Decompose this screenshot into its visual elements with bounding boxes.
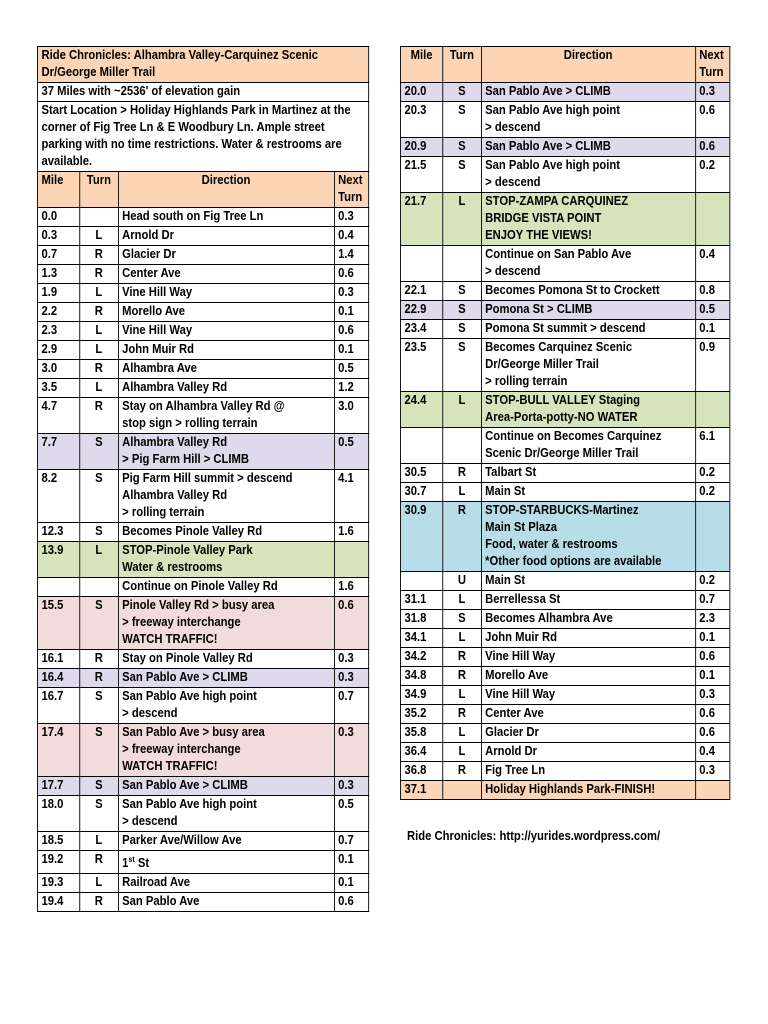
cue-row <box>400 301 729 320</box>
cue-next-turn: 4.1 <box>334 470 369 523</box>
cue-mile: 15.5 <box>37 597 79 650</box>
cue-mile: 20.0 <box>400 83 442 102</box>
cue-direction: Becomes Pomona St to Crockett <box>481 282 695 301</box>
cue-mile: 34.2 <box>400 648 442 667</box>
cue-next-turn: 1.6 <box>334 523 369 542</box>
cue-row <box>400 705 729 724</box>
cue-next-turn <box>695 502 730 572</box>
cue-direction: Arnold Dr <box>481 743 695 762</box>
cue-row <box>400 339 729 392</box>
cue-turn: R <box>80 246 118 265</box>
cue-next-turn: 0.4 <box>695 743 730 762</box>
cue-turn: S <box>443 320 481 339</box>
cue-next-turn: 0.7 <box>334 688 369 724</box>
cue-row <box>400 83 729 102</box>
cue-direction: Parker Ave/Willow Ave <box>118 832 334 851</box>
cue-next-turn: 0.1 <box>695 629 730 648</box>
cue-mile: 13.9 <box>37 542 79 578</box>
cue-row <box>37 796 368 832</box>
cue-mile: 30.5 <box>400 464 442 483</box>
cue-mile: 36.8 <box>400 762 442 781</box>
cue-turn: L <box>443 591 481 610</box>
cue-mile: 19.3 <box>37 874 79 893</box>
cue-direction: Head south on Fig Tree Ln <box>118 208 334 227</box>
ride-title: Ride Chronicles: Alhambra Valley-Carquinez Scenic Dr/George Miller Trail <box>37 47 368 83</box>
cue-turn: L <box>443 724 481 743</box>
cue-turn: S <box>80 777 118 796</box>
cue-direction: San Pablo Ave high point > descend <box>118 796 334 832</box>
cue-direction: Stay on Pinole Valley Rd <box>118 650 334 669</box>
cue-row <box>400 428 729 464</box>
cue-mile: 35.8 <box>400 724 442 743</box>
cue-turn: L <box>80 379 118 398</box>
header-direction: Direction <box>118 172 334 208</box>
cue-direction: Vine Hill Way <box>118 284 334 303</box>
cue-mile: 23.5 <box>400 339 442 392</box>
cue-mile: 22.9 <box>400 301 442 320</box>
header-turn: Turn <box>80 172 118 208</box>
cue-direction: San Pablo Ave > CLIMB <box>118 669 334 688</box>
cue-mile: 17.7 <box>37 777 79 796</box>
cue-direction: Alhambra Valley Rd <box>118 379 334 398</box>
cue-mile: 19.2 <box>37 851 79 874</box>
cue-direction: STOP-BULL VALLEY Staging Area-Porta-potty-NO WATER <box>481 392 695 428</box>
cue-row <box>37 874 368 893</box>
cue-turn: L <box>443 483 481 502</box>
cue-turn <box>80 578 118 597</box>
cue-direction: 1st St <box>118 851 334 874</box>
cue-direction: Holiday Highlands Park-FINISH! <box>481 781 695 800</box>
cue-direction: San Pablo Ave <box>118 893 334 912</box>
cue-mile: 20.3 <box>400 102 442 138</box>
cue-next-turn: 0.1 <box>334 874 369 893</box>
cue-turn <box>443 781 481 800</box>
cue-turn: R <box>80 360 118 379</box>
cue-mile: 23.4 <box>400 320 442 339</box>
cue-turn: S <box>80 597 118 650</box>
cue-next-turn: 0.6 <box>334 893 369 912</box>
cue-mile: 18.5 <box>37 832 79 851</box>
cue-direction: Stay on Alhambra Valley Rd @ stop sign > rolling terrain <box>118 398 334 434</box>
header-direction: Direction <box>481 47 695 83</box>
cue-direction: San Pablo Ave high point > descend <box>118 688 334 724</box>
cue-mile: 3.5 <box>37 379 79 398</box>
cue-mile: 4.7 <box>37 398 79 434</box>
cue-turn: S <box>443 282 481 301</box>
cue-next-turn: 0.5 <box>334 360 369 379</box>
cue-next-turn: 1.2 <box>334 379 369 398</box>
cue-next-turn: 0.3 <box>695 686 730 705</box>
cue-direction: John Muir Rd <box>118 341 334 360</box>
cue-mile: 2.3 <box>37 322 79 341</box>
cue-next-turn: 0.2 <box>695 572 730 591</box>
cue-mile: 34.8 <box>400 667 442 686</box>
cue-row <box>400 282 729 301</box>
cue-turn: R <box>80 650 118 669</box>
cue-turn: S <box>80 523 118 542</box>
cue-mile: 24.4 <box>400 392 442 428</box>
cue-turn: R <box>443 464 481 483</box>
cue-row <box>400 743 729 762</box>
cue-row <box>37 398 368 434</box>
cue-row <box>37 322 368 341</box>
cue-mile: 0.7 <box>37 246 79 265</box>
cue-direction: San Pablo Ave > CLIMB <box>481 83 695 102</box>
cue-row <box>37 265 368 284</box>
cue-turn: L <box>80 341 118 360</box>
cue-mile <box>400 572 442 591</box>
cue-next-turn: 0.1 <box>695 320 730 339</box>
cue-direction: Pomona St > CLIMB <box>481 301 695 320</box>
cue-row <box>400 502 729 572</box>
cue-turn: R <box>443 705 481 724</box>
cue-next-turn: 0.7 <box>334 832 369 851</box>
cue-row <box>400 667 729 686</box>
cue-next-turn: 0.1 <box>695 667 730 686</box>
cue-row <box>400 483 729 502</box>
cue-direction: Main St <box>481 483 695 502</box>
cue-next-turn: 0.7 <box>695 591 730 610</box>
cue-turn: L <box>80 227 118 246</box>
cue-row <box>400 572 729 591</box>
cue-next-turn: 0.6 <box>695 648 730 667</box>
cue-direction: Becomes Carquinez Scenic Dr/George Miller Trail > rolling terrain <box>481 339 695 392</box>
cue-next-turn: 3.0 <box>334 398 369 434</box>
cue-row <box>400 648 729 667</box>
cue-turn: U <box>443 572 481 591</box>
cue-next-turn <box>334 542 369 578</box>
cue-direction: San Pablo Ave > busy area > freeway interchange WATCH TRAFFIC! <box>118 724 334 777</box>
cue-direction: Center Ave <box>118 265 334 284</box>
cue-next-turn: 0.6 <box>695 705 730 724</box>
header-mile: Mile <box>37 172 79 208</box>
cue-direction: Morello Ave <box>118 303 334 322</box>
cue-direction: Pinole Valley Rd > busy area > freeway interchange WATCH TRAFFIC! <box>118 597 334 650</box>
cue-mile: 16.1 <box>37 650 79 669</box>
cue-direction: Continue on Becomes Carquinez Scenic Dr/George Miller Trail <box>481 428 695 464</box>
cue-next-turn: 0.6 <box>334 322 369 341</box>
cue-turn: L <box>80 832 118 851</box>
cue-mile: 19.4 <box>37 893 79 912</box>
cue-next-turn: 0.3 <box>334 724 369 777</box>
cue-row <box>37 227 368 246</box>
cue-next-turn: 1.4 <box>334 246 369 265</box>
cue-next-turn: 0.2 <box>695 157 730 193</box>
cue-next-turn: 0.5 <box>695 301 730 320</box>
left-header-row <box>37 172 368 208</box>
cue-row <box>37 470 368 523</box>
cue-turn: L <box>443 629 481 648</box>
cue-row <box>400 781 729 800</box>
cue-row <box>37 246 368 265</box>
cue-row <box>400 157 729 193</box>
header-turn: Turn <box>443 47 481 83</box>
cue-row <box>400 392 729 428</box>
cue-mile: 3.0 <box>37 360 79 379</box>
cue-turn: S <box>80 434 118 470</box>
cue-turn <box>80 208 118 227</box>
cue-turn: L <box>80 322 118 341</box>
cue-mile: 30.9 <box>400 502 442 572</box>
cue-turn: R <box>80 669 118 688</box>
distance-elevation: 37 Miles with ~2536' of elevation gain <box>37 83 368 102</box>
cue-direction: Railroad Ave <box>118 874 334 893</box>
cue-next-turn: 0.3 <box>334 284 369 303</box>
cue-next-turn: 0.6 <box>695 138 730 157</box>
cue-mile: 1.3 <box>37 265 79 284</box>
cue-next-turn: 0.8 <box>695 282 730 301</box>
cue-next-turn: 0.3 <box>695 762 730 781</box>
cue-mile: 34.1 <box>400 629 442 648</box>
cue-direction: Alhambra Valley Rd > Pig Farm Hill > CLIMB <box>118 434 334 470</box>
cue-row <box>37 434 368 470</box>
cue-row <box>400 591 729 610</box>
cue-next-turn: 0.2 <box>695 464 730 483</box>
cue-turn: L <box>443 193 481 246</box>
cue-turn: R <box>443 648 481 667</box>
cue-turn: S <box>443 301 481 320</box>
cue-mile: 1.9 <box>37 284 79 303</box>
cue-row <box>37 284 368 303</box>
cue-row <box>37 851 368 874</box>
cue-direction: Becomes Alhambra Ave <box>481 610 695 629</box>
cue-direction: John Muir Rd <box>481 629 695 648</box>
cue-turn: L <box>80 542 118 578</box>
cue-direction: STOP-STARBUCKS-Martinez Main St Plaza Food, water & restrooms *Other food options are available <box>481 502 695 572</box>
cue-next-turn: 0.6 <box>334 597 369 650</box>
cue-next-turn: 2.3 <box>695 610 730 629</box>
cue-direction: Glacier Dr <box>481 724 695 743</box>
cue-turn: S <box>80 796 118 832</box>
cue-turn: S <box>443 83 481 102</box>
cue-turn: L <box>443 686 481 705</box>
cue-row <box>400 629 729 648</box>
cue-turn: R <box>80 265 118 284</box>
cue-mile: 21.7 <box>400 193 442 246</box>
cue-row <box>400 138 729 157</box>
cue-next-turn: 0.6 <box>695 724 730 743</box>
cue-mile: 0.3 <box>37 227 79 246</box>
cue-direction: Continue on San Pablo Ave > descend <box>481 246 695 282</box>
cue-row <box>37 341 368 360</box>
cue-turn: R <box>443 667 481 686</box>
cue-next-turn: 0.1 <box>334 851 369 874</box>
cue-row <box>400 762 729 781</box>
cue-direction: Talbart St <box>481 464 695 483</box>
cue-direction: Alhambra Ave <box>118 360 334 379</box>
cue-next-turn: 0.1 <box>334 341 369 360</box>
cue-row <box>37 777 368 796</box>
cue-direction: Vine Hill Way <box>118 322 334 341</box>
cue-mile: 20.9 <box>400 138 442 157</box>
cue-turn: L <box>443 743 481 762</box>
cue-direction: Morello Ave <box>481 667 695 686</box>
cue-direction: Pomona St summit > descend <box>481 320 695 339</box>
start-location: Start Location > Holiday Highlands Park in Martinez at the corner of Fig Tree Ln & E Woodbury Ln. Ample street parking with no time restrictions. Water & restrooms are available. <box>37 102 368 172</box>
cue-mile <box>37 578 79 597</box>
cue-next-turn <box>695 781 730 800</box>
cue-mile: 31.8 <box>400 610 442 629</box>
cue-next-turn: 0.3 <box>334 669 369 688</box>
cue-turn: R <box>80 851 118 874</box>
cue-turn <box>443 246 481 282</box>
cue-turn <box>443 428 481 464</box>
cue-direction: San Pablo Ave > CLIMB <box>481 138 695 157</box>
cue-direction: San Pablo Ave high point > descend <box>481 157 695 193</box>
cue-mile: 2.2 <box>37 303 79 322</box>
cue-mile: 8.2 <box>37 470 79 523</box>
cue-direction: Berrellessa St <box>481 591 695 610</box>
cue-turn: R <box>443 502 481 572</box>
cue-row <box>400 724 729 743</box>
cue-next-turn <box>695 392 730 428</box>
cue-direction: STOP-Pinole Valley Park Water & restrooms <box>118 542 334 578</box>
cue-row <box>400 686 729 705</box>
cue-row <box>37 360 368 379</box>
cue-row <box>400 320 729 339</box>
cue-row <box>37 688 368 724</box>
cue-direction: San Pablo Ave > CLIMB <box>118 777 334 796</box>
cue-mile: 31.1 <box>400 591 442 610</box>
right-cue-sheet-table <box>400 46 730 800</box>
cue-next-turn: 0.3 <box>334 650 369 669</box>
cue-next-turn <box>695 193 730 246</box>
cue-row <box>400 102 729 138</box>
cue-mile: 7.7 <box>37 434 79 470</box>
cue-turn: S <box>80 470 118 523</box>
cue-next-turn: 0.6 <box>334 265 369 284</box>
cue-next-turn: 0.3 <box>695 83 730 102</box>
cue-turn: R <box>80 398 118 434</box>
cue-next-turn: 0.2 <box>695 483 730 502</box>
cue-mile: 30.7 <box>400 483 442 502</box>
cue-row <box>400 464 729 483</box>
cue-row <box>37 379 368 398</box>
cue-row <box>37 832 368 851</box>
cue-row <box>37 303 368 322</box>
cue-turn: S <box>80 688 118 724</box>
cue-turn: S <box>443 610 481 629</box>
cue-turn: S <box>443 102 481 138</box>
cue-turn: R <box>80 303 118 322</box>
cue-direction: Arnold Dr <box>118 227 334 246</box>
cue-row <box>400 246 729 282</box>
cue-direction: Main St <box>481 572 695 591</box>
cue-turn: L <box>80 284 118 303</box>
cue-mile: 2.9 <box>37 341 79 360</box>
cue-row <box>37 578 368 597</box>
cue-row <box>37 523 368 542</box>
cue-mile: 18.0 <box>37 796 79 832</box>
cue-direction: Vine Hill Way <box>481 648 695 667</box>
cue-mile <box>400 428 442 464</box>
cue-next-turn: 0.9 <box>695 339 730 392</box>
cue-row <box>37 208 368 227</box>
cue-mile: 16.4 <box>37 669 79 688</box>
cue-turn: S <box>80 724 118 777</box>
cue-mile: 21.5 <box>400 157 442 193</box>
cue-turn: S <box>443 157 481 193</box>
cue-direction: STOP-ZAMPA CARQUINEZ BRIDGE VISTA POINT ENJOY THE VIEWS! <box>481 193 695 246</box>
cue-direction: Pig Farm Hill summit > descend Alhambra Valley Rd > rolling terrain <box>118 470 334 523</box>
cue-next-turn: 0.1 <box>334 303 369 322</box>
cue-next-turn: 6.1 <box>695 428 730 464</box>
cue-next-turn: 0.5 <box>334 796 369 832</box>
cue-row <box>400 193 729 246</box>
cue-mile: 22.1 <box>400 282 442 301</box>
cue-turn: S <box>443 138 481 157</box>
cue-turn: S <box>443 339 481 392</box>
cue-row <box>37 597 368 650</box>
left-cue-sheet-body <box>37 47 368 912</box>
cue-next-turn: 0.3 <box>334 777 369 796</box>
cue-turn: R <box>80 893 118 912</box>
cue-mile: 0.0 <box>37 208 79 227</box>
cue-next-turn: 0.6 <box>695 102 730 138</box>
cue-direction: San Pablo Ave high point > descend <box>481 102 695 138</box>
cue-direction: Center Ave <box>481 705 695 724</box>
cue-next-turn: 0.4 <box>334 227 369 246</box>
cue-mile: 34.9 <box>400 686 442 705</box>
footer-credit: Ride Chronicles: http://yurides.wordpress.com/ <box>407 829 661 843</box>
cue-mile: 37.1 <box>400 781 442 800</box>
cue-mile: 12.3 <box>37 523 79 542</box>
cue-row <box>37 893 368 912</box>
cue-direction: Becomes Pinole Valley Rd <box>118 523 334 542</box>
cue-row <box>37 724 368 777</box>
header-next-turn: Next Turn <box>334 172 369 208</box>
right-header-row <box>400 47 729 83</box>
cue-row <box>37 542 368 578</box>
cue-direction: Vine Hill Way <box>481 686 695 705</box>
cue-next-turn: 1.6 <box>334 578 369 597</box>
cue-row <box>37 650 368 669</box>
cue-mile: 17.4 <box>37 724 79 777</box>
cue-mile: 35.2 <box>400 705 442 724</box>
cue-turn: R <box>443 762 481 781</box>
cue-mile: 36.4 <box>400 743 442 762</box>
cue-turn: L <box>80 874 118 893</box>
right-cue-sheet-body <box>400 47 729 800</box>
cue-row <box>37 669 368 688</box>
cue-direction: Fig Tree Ln <box>481 762 695 781</box>
cue-row <box>400 610 729 629</box>
cue-mile <box>400 246 442 282</box>
cue-next-turn: 0.4 <box>695 246 730 282</box>
header-next-turn: Next Turn <box>695 47 730 83</box>
cue-direction: Continue on Pinole Valley Rd <box>118 578 334 597</box>
header-mile: Mile <box>400 47 442 83</box>
cue-mile: 16.7 <box>37 688 79 724</box>
cue-next-turn: 0.3 <box>334 208 369 227</box>
cue-direction: Glacier Dr <box>118 246 334 265</box>
cue-next-turn: 0.5 <box>334 434 369 470</box>
left-cue-sheet-table <box>37 46 369 912</box>
cue-turn: L <box>443 392 481 428</box>
